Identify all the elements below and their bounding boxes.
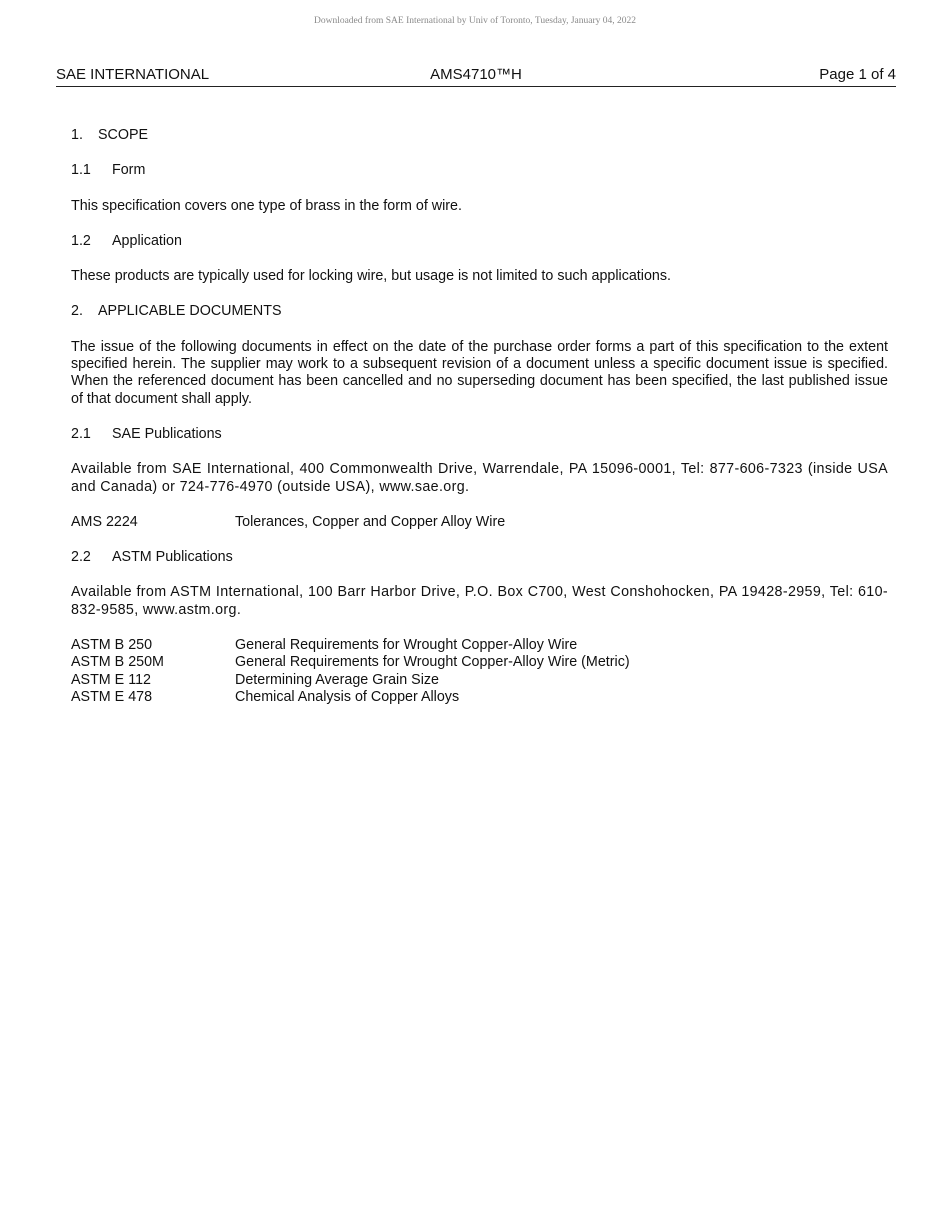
reference-row	[71, 672, 888, 689]
reference-title: Chemical Analysis of Copper Alloys	[235, 688, 460, 705]
reference-code: AMS 2224	[71, 513, 138, 530]
reference-code: ASTM B 250	[71, 637, 153, 654]
section-title: APPLICABLE DOCUMENTS	[98, 303, 282, 320]
section-heading-astm-publications	[71, 549, 888, 566]
reference-title: General Requirements for Wrought Copper-Alloy Wire (Metric)	[235, 654, 630, 671]
section-heading-scope	[71, 127, 888, 144]
section-title: SAE Publications	[112, 425, 222, 442]
header-organization: SAE INTERNATIONAL	[56, 66, 210, 83]
reference-code: ASTM E 478	[71, 688, 153, 705]
application-paragraph: These products are typically used for locking wire, but usage is not limited to such applications.	[71, 268, 671, 285]
section-heading-form	[71, 162, 888, 179]
section-title: Application	[112, 232, 182, 249]
reference-row	[71, 637, 888, 654]
reference-row	[71, 514, 888, 531]
download-watermark: Downloaded from SAE International by Univ of Toronto, Tuesday, January 04, 2022	[313, 16, 637, 26]
reference-code: ASTM B 250M	[71, 654, 164, 671]
astm-availability-paragraph: Available from ASTM International, 100 Barr Harbor Drive, P.O. Box C700, West Conshohocken, PA 19428-2959, Tel: 610-832-9585, www.astm.org.	[71, 584, 888, 618]
reference-title: General Requirements for Wrought Copper-Alloy Wire	[235, 637, 578, 654]
section-number: 1.	[71, 127, 83, 143]
reference-row	[71, 689, 888, 706]
section-number: 1.1	[71, 162, 91, 179]
header-document-id: AMS4710™H	[430, 66, 522, 83]
section-heading-applicable-documents	[71, 303, 888, 320]
reference-row	[71, 654, 888, 671]
page-header	[56, 66, 896, 87]
section-title: SCOPE	[98, 127, 149, 143]
sae-reference-list	[71, 514, 888, 531]
reference-title: Tolerances, Copper and Copper Alloy Wire	[235, 513, 506, 530]
reference-code: ASTM E 112	[71, 671, 151, 688]
section-number: 2.1	[71, 425, 91, 442]
reference-title: Determining Average Grain Size	[235, 671, 439, 688]
section-number: 2.2	[71, 549, 91, 566]
sae-availability-paragraph: Available from SAE International, 400 Commonwealth Drive, Warrendale, PA 15096-0001, Tel: 877-606-7323 (inside USA and Canada) or 724-776-4970 (outside USA), www.sae.org.	[71, 461, 888, 495]
document-body	[71, 127, 888, 724]
section-heading-application	[71, 233, 888, 250]
header-page-number: Page 1 of 4	[819, 66, 896, 83]
applicable-documents-paragraph: The issue of the following documents in effect on the date of the purchase order forms a part of this specification to the extent specified herein. The supplier may work to a subsequent revision of a document unless a specific document issue is specified. When the referenced document has been cancelled and no superseding document has been specified, the last published issue of that document shall apply.	[71, 338, 888, 407]
section-title: Form	[112, 162, 146, 179]
form-paragraph: This specification covers one type of brass in the form of wire.	[71, 197, 462, 214]
section-heading-sae-publications	[71, 426, 888, 443]
astm-reference-list	[71, 637, 888, 706]
section-title: ASTM Publications	[112, 549, 233, 566]
section-number: 1.2	[71, 232, 91, 249]
section-number: 2.	[71, 303, 83, 320]
